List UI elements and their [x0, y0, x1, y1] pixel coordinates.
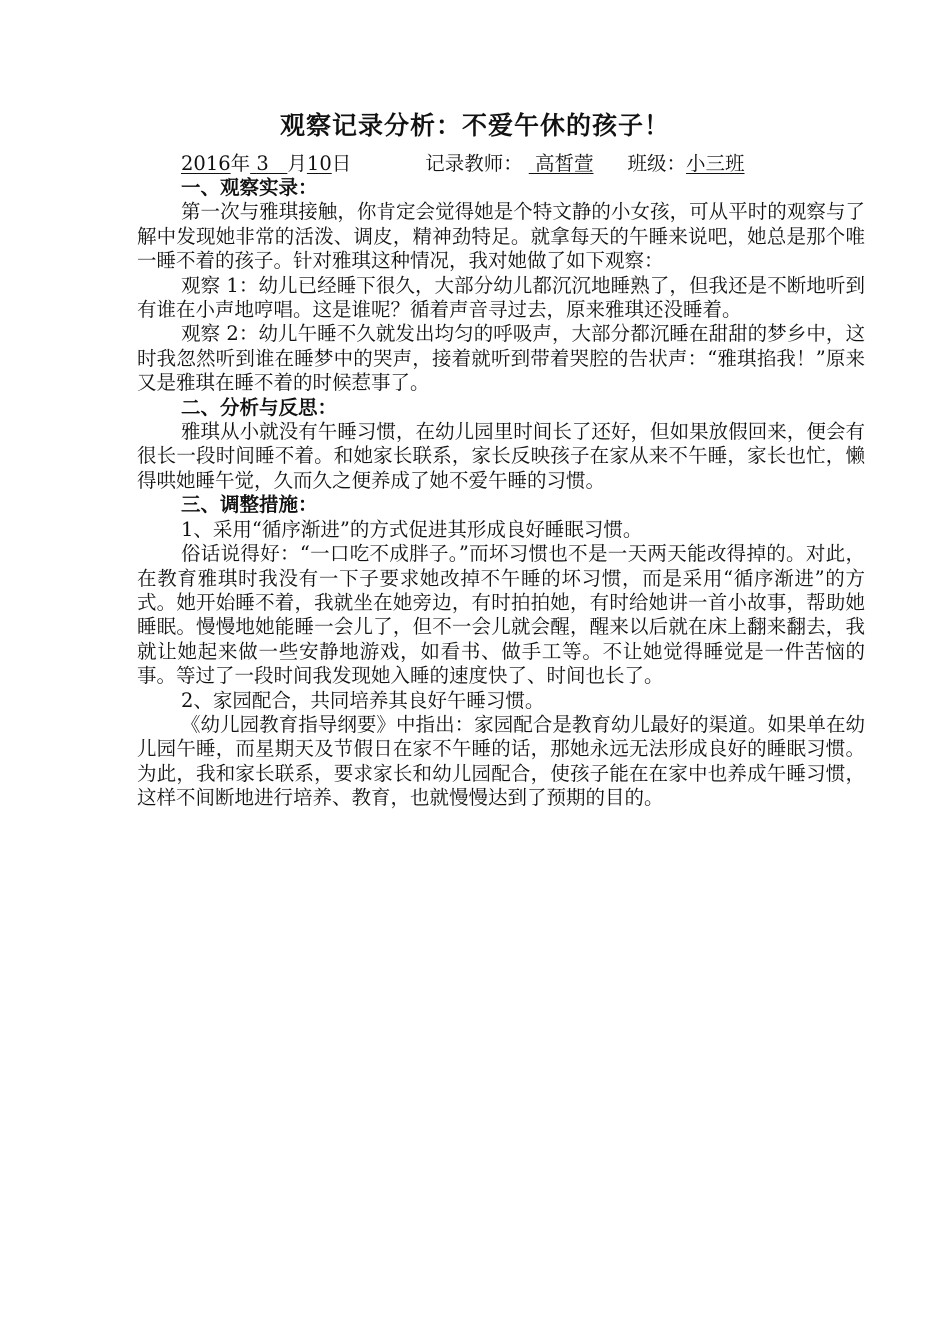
meta-day: 10: [306, 151, 332, 175]
record-meta-line: [137, 148, 865, 176]
meta-year: 2016: [181, 151, 231, 175]
paragraph: 第一次与雅琪接触，你肯定会觉得她是个特文静的小女孩，可从平时的观察与了解中发现她非常的活泼、调皮，精神劲特足。就拿每天的午睡来说吧，她总是那个唯一睡不着的孩子。针对雅琪这种情况，我对她做了如下观察：: [137, 200, 865, 273]
document-body: [137, 148, 865, 811]
meta-teacher-value: 高皙萱: [534, 151, 594, 175]
meta-teacher: [529, 152, 594, 176]
meta-month-value: 3: [256, 151, 269, 175]
meta-month-unit: 月: [287, 151, 307, 175]
section-heading-observation: 一、观察实录：: [181, 176, 318, 199]
paragraph: 2、家园配合，共同培养其良好午睡习惯。: [181, 688, 545, 712]
paragraph: 1、采用“循序渐进”的方式促进其形成良好睡眠习惯。: [181, 517, 643, 541]
meta-class-label: 班级：: [627, 151, 686, 175]
meta-year-unit: 年: [230, 151, 251, 175]
paragraph: 《幼儿园教育指导纲要》中指出：家园配合是教育幼儿最好的渠道。如果单在幼儿园午睡，而星期天及节假日在家不午睡的话，那她永远无法形成良好的睡眠习惯。为此，我和家长联系，要求家长和幼儿园配合，使孩子能在在家中也养成午睡习惯，这样不间断地进行培养、教育，也就慢慢达到了预期的目的。: [137, 712, 865, 810]
meta-month: [250, 152, 287, 176]
page-title: 观察记录分析：不爱午休的孩子！: [279, 111, 670, 140]
section-heading-analysis: 二、分析与反思：: [181, 395, 338, 419]
section-heading-measures: 三、调整措施：: [181, 493, 318, 517]
paragraph: 观察 1：幼儿已经睡下很久，大部分幼儿都沉沉地睡熟了，但我还是不断地听到有谁在小声地哼唱。这是谁呢？循着声音寻过去，原来雅琪还没睡着。: [137, 273, 865, 322]
meta-day-unit: 日: [331, 151, 352, 175]
paragraph: 雅琪从小就没有午睡习惯，在幼儿园里时间长了还好，但如果放假回来，便会有很长一段时间睡不着。和她家长联系，家长反映孩子在家从来不午睡，家长也忙，懒得哄她睡午觉，久而久之便养成了她不爱午睡的习惯。: [137, 420, 865, 492]
paragraph: 观察 2：幼儿午睡不久就发出均匀的呼吸声，大部分都沉睡在甜甜的梦乡中，这时我忽然听到谁在睡梦中的哭声，接着就听到带着哭腔的告状声：“雅琪掐我！”原来又是雅琪在睡不着的时候惹事了。: [137, 322, 865, 395]
meta-class: 小三班: [686, 151, 745, 175]
paragraph: 俗话说得好：“一口吃不成胖子。”而坏习惯也不是一天两天能改得掉的。对此，在教育雅琪时我没有一下子要求她改掉不午睡的坏习惯，而是采用“循序渐进”的方式。她开始睡不着，我就坐在她旁边，有时拍拍她，有时给她讲一首小故事，帮助她睡眠。慢慢地她能睡一会儿了，但不一会儿就会醒，醒来以后就在床上翻来翻去，我就让她起来做一些安静地游戏，如看书、做手工等。不让她觉得睡觉是一件苦恼的事。等过了一段时间我发现她入睡的速度快了、时间也长了。: [137, 542, 865, 688]
meta-teacher-label: 记录教师：: [425, 151, 523, 175]
